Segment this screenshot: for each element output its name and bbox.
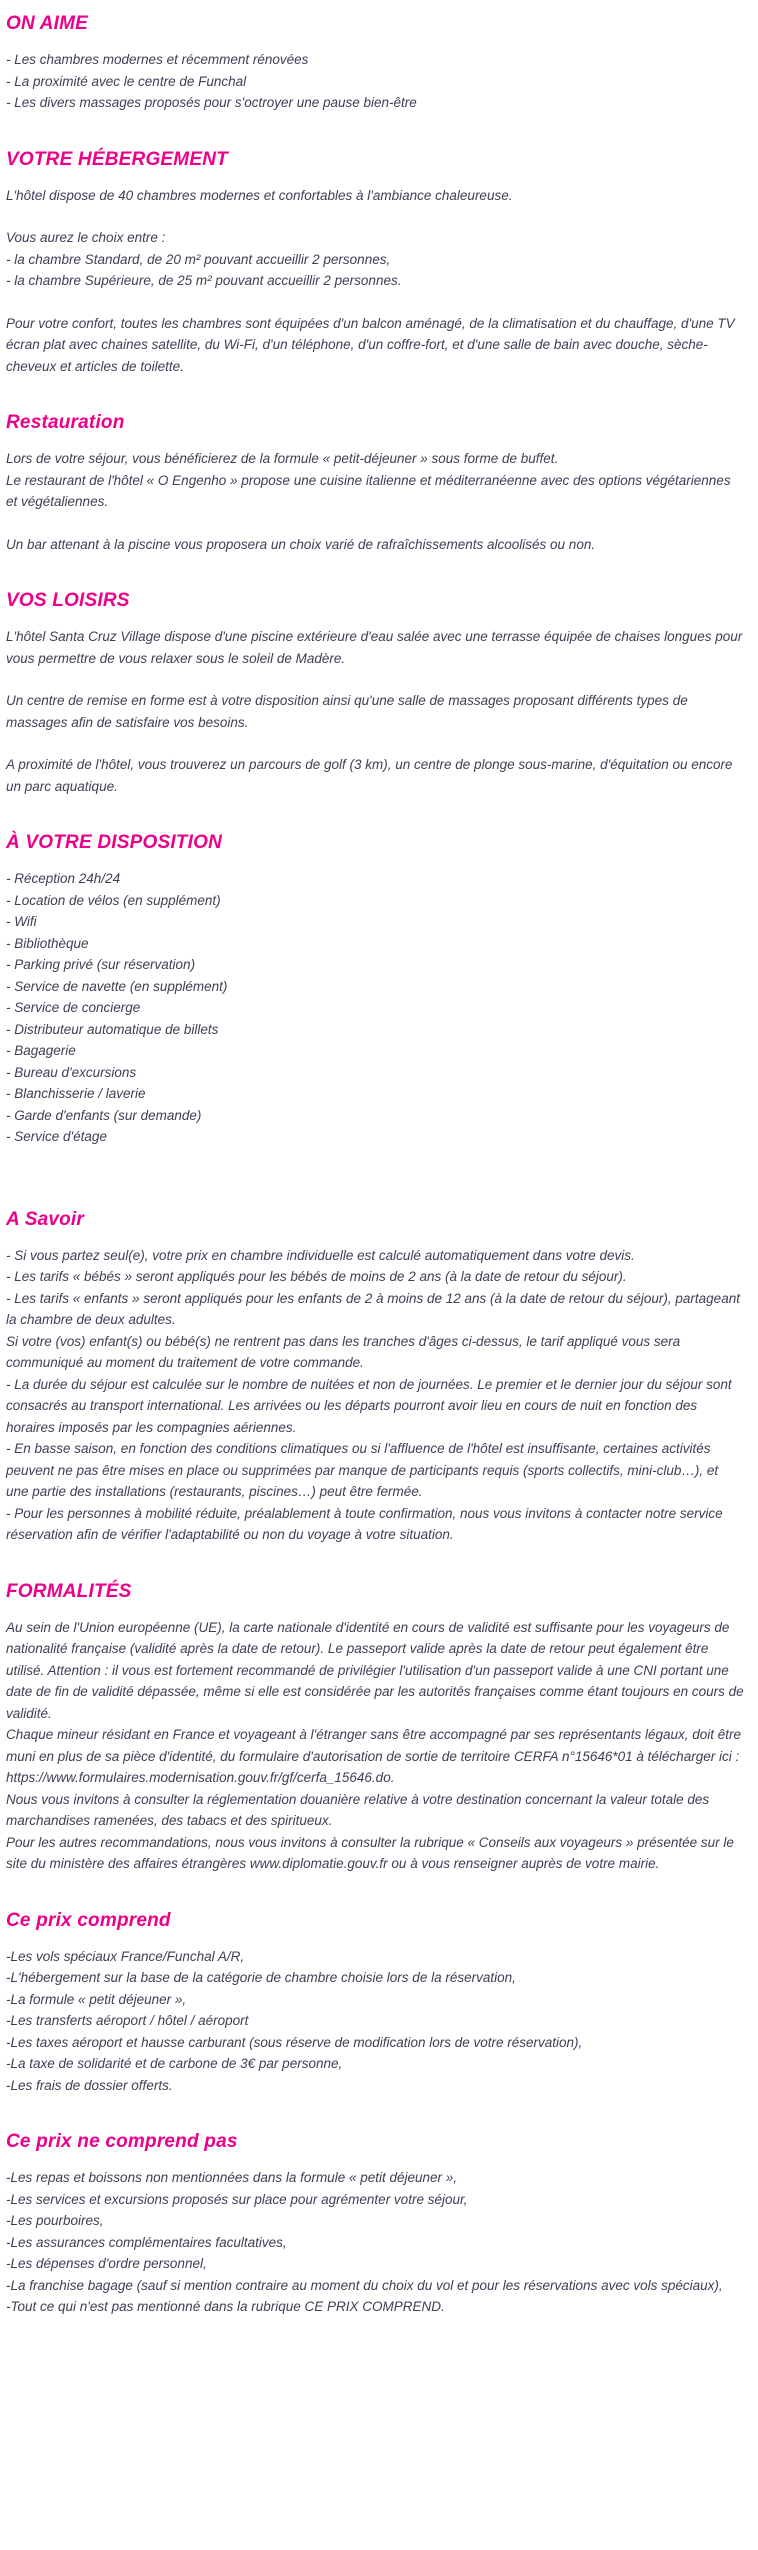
bullet-item: -Les transferts aéroport / hôtel / aéroport <box>6 2013 249 2028</box>
section-heading-loisirs: VOS LOISIRS <box>6 590 130 611</box>
bullet-item: -Les repas et boissons non mentionnées dans la formule « petit déjeuner », <box>6 2170 458 2185</box>
bullet-item: - Bureau d'excursions <box>6 1064 137 1080</box>
section-heading-prix-comprend: Ce prix comprend <box>6 1909 171 1931</box>
paragraph: A proximité de l'hôtel, vous trouverez un parcours de golf (3 km), un centre de plonge sous-marine, d'équitation ou encore un parc aquatique. <box>6 757 733 794</box>
paragraph: Pour votre confort, toutes les chambres sont équipées d'un balcon aménagé, de la climatisation et du chauffage, d'une TV écran plat avec chaines satellite, du Wi-Fi, d'un téléphone, d'un coffre-fort, et d'une salle de bain avec douche, sèche-cheveux et articles de toilette. <box>6 315 735 374</box>
section-heading-hebergement: VOTRE HÉBERGEMENT <box>6 148 228 170</box>
section-heading-restauration: Restauration <box>6 412 125 433</box>
bullet-item: - Parking privé (sur réservation) <box>6 957 196 972</box>
bullet-item: - la chambre Standard, de 20 m² pouvant accueillir 2 personnes, <box>6 251 391 267</box>
bullet-item: -Les assurances complémentaires facultatives, <box>6 2234 287 2250</box>
section-a-savoir <box>6 1208 744 1546</box>
section-prix-comprend <box>6 1909 744 2097</box>
bullet-item: - En basse saison, en fonction des conditions climatiques ou si l'affluence de l'hôtel est insuffisante, certaines activités peuvent ne pas être mises en place ou supprimées par manque de participants requis (sports collectifs, mini-club…), et une partie des installations (restaurants, piscines…) peut être fermée. <box>6 1441 719 1499</box>
section-hebergement <box>6 148 744 378</box>
bullet-item: - Réception 24h/24 <box>6 871 121 886</box>
bullet-item: -Les pourboires, <box>6 2213 104 2228</box>
bullet-item: - La proximité avec le centre de Funchal <box>6 73 247 89</box>
paragraph: Au sein de l'Union européenne (UE), la carte nationale d'identité en cours de validité est suffisante pour les voyageurs de nationalité française (validité après la date de retour). Le passeport valide après la date de retour peut également être utilisé. Attention : il vous est fortement recommandé de privilégier l'utilisation d'un passeport valide à une CNI portant une date de fin de validité dépassée, même si elle est considérée par les autorités françaises comme étant toujours en cours de validité. <box>6 1619 744 1721</box>
paragraph: Un bar attenant à la piscine vous proposera un choix varié de rafraîchissements alcoolisés ou non. <box>6 536 596 552</box>
paragraph: Un centre de remise en forme est à votre disposition ainsi qu'une salle de massages proposant différents types de massages afin de satisfaire vos besoins. <box>6 693 688 730</box>
paragraph: Lors de votre séjour, vous bénéficierez de la formule « petit-déjeuner » sous forme de buffet. <box>6 451 559 466</box>
bullet-item: - La durée du séjour est calculée sur le nombre de nuitées et non de journées. Le premier et le dernier jour du séjour sont consacrés au transport international. Les arrivées ou les départs pourront avoir lieu en cours de nuit en fonction des horaires imposés par les compagnies aériennes. <box>6 1376 732 1435</box>
section-prix-ne-comprend-pas <box>6 2130 744 2318</box>
cerfa-form-url: https://www.formulaires.modernisation.gouv.fr/gf/cerfa_15646.do. <box>6 1770 395 1785</box>
bullet-item: -La franchise bagage (sauf si mention contraire au moment du choix du vol et pour les réservations avec vols spéciaux), <box>6 2277 723 2293</box>
bullet-item: -Les vols spéciaux France/Funchal A/R, <box>6 1948 245 1964</box>
section-heading-a-savoir: A Savoir <box>6 1208 84 1230</box>
bullet-item: - Les divers massages proposés pour s'octroyer une pause bien-être <box>6 95 417 110</box>
section-restauration <box>6 411 744 555</box>
paragraph: Nous vous invitons à consulter la réglementation douanière relative à votre destination concernant la valeur totale des marchandises ramenées, des tabacs et des spiritueux. <box>6 1791 710 1828</box>
paragraph: Vous aurez le choix entre : <box>6 230 166 245</box>
bullet-item: -Les dépenses d'ordre personnel, <box>6 2256 207 2271</box>
paragraph: L'hôtel dispose de 40 chambres modernes et confortables à l'ambiance chaleureuse. <box>6 187 513 203</box>
paragraph: Le restaurant de l'hôtel « O Engenho » propose une cuisine italienne et méditerranéenne avec des options végétariennes et végétaliennes. <box>6 472 731 509</box>
section-disposition <box>6 831 744 1148</box>
bullet-item: -L'hébergement sur la base de la catégorie de chambre choisie lors de la réservation, <box>6 1970 516 1985</box>
bullet-item: - Les tarifs « enfants » seront appliqués pour les enfants de 2 à moins de 12 ans (à la date de retour du séjour), partageant la chambre de deux adultes. <box>6 1290 740 1327</box>
bullet-item: - Bagagerie <box>6 1043 76 1058</box>
bullet-item: - Service de concierge <box>6 1000 141 1015</box>
section-heading-disposition: À VOTRE DISPOSITION <box>6 832 222 853</box>
bullet-item: -La taxe de solidarité et de carbone de 3€ par personne, <box>6 2056 343 2071</box>
bullet-item: -Les frais de dossier offerts. <box>6 2077 173 2093</box>
bullet-item: - Service de navette (en supplément) <box>6 978 228 994</box>
bullet-item: - Blanchisserie / laverie <box>6 1086 146 1101</box>
paragraph: L'hôtel Santa Cruz Village dispose d'une piscine extérieure d'eau salée avec une terrasse équipée de chaises longues pour vous permettre de vous relaxer sous le soleil de Madère. <box>6 629 743 666</box>
section-loisirs <box>6 589 744 797</box>
paragraph: Chaque mineur résidant en France et voyageant à l'étranger sans être accompagné par ses représentants légaux, doit être muni en plus de sa pièce d'identité, du formulaire d'autorisation de sortie de territoire CERFA n°15646*01 à télécharger ici : <box>6 1727 742 1764</box>
bullet-item: - Les chambres modernes et récemment rénovées <box>6 52 309 67</box>
section-heading-prix-ne-comprend-pas: Ce prix ne comprend pas <box>6 2131 238 2152</box>
bullet-item: -Les taxes aéroport et hausse carburant (sous réserve de modification lors de votre réservation), <box>6 2034 583 2050</box>
section-on-aime <box>6 12 744 114</box>
bullet-item: -La formule « petit déjeuner », <box>6 1991 187 2007</box>
bullet-item: -Tout ce qui n'est pas mentionné dans la rubrique CE PRIX COMPREND. <box>6 2299 445 2314</box>
paragraph: Pour les autres recommandations, nous vous invitons à consulter la rubrique « Conseils aux voyageurs » présentée sur le site du ministère des affaires étrangères www.diplomatie.gouv.fr ou à vous renseigner auprès de votre mairie. <box>6 1834 734 1871</box>
section-heading-on-aime: ON AIME <box>6 13 88 34</box>
bullet-item: - Service d'étage <box>6 1129 107 1144</box>
bullet-item: - Garde d'enfants (sur demande) <box>6 1107 202 1123</box>
bullet-item: - Bibliothèque <box>6 935 89 951</box>
bullet-item: - Les tarifs « bébés » seront appliqués pour les bébés de moins de 2 ans (à la date de retour du séjour). <box>6 1269 627 1284</box>
bullet-item: - Si vous partez seul(e), votre prix en chambre individuelle est calculé automatiquement dans votre devis. <box>6 1247 635 1263</box>
section-heading-formalites: FORMALITÉS <box>6 1580 132 1602</box>
bullet-item: Si votre (vos) enfant(s) ou bébé(s) ne rentrent pas dans les tranches d'âges ci-dessus, le tarif appliqué vous sera communiqué au moment du traitement de votre commande. <box>6 1333 681 1370</box>
bullet-item: - Distributeur automatique de billets <box>6 1021 219 1037</box>
bullet-item: - la chambre Supérieure, de 25 m² pouvant accueillir 2 personnes. <box>6 273 402 288</box>
bullet-item: - Location de vélos (en supplément) <box>6 892 221 908</box>
bullet-item: -Les services et excursions proposés sur place pour agrémenter votre séjour, <box>6 2191 468 2207</box>
bullet-item: - Wifi <box>6 914 37 929</box>
section-formalites <box>6 1580 744 1875</box>
bullet-item: - Pour les personnes à mobilité réduite, préalablement à toute confirmation, nous vous invitons à contacter notre service réservation afin de vérifier l'adaptabilité ou non du voyage à votre situation. <box>6 1505 723 1542</box>
